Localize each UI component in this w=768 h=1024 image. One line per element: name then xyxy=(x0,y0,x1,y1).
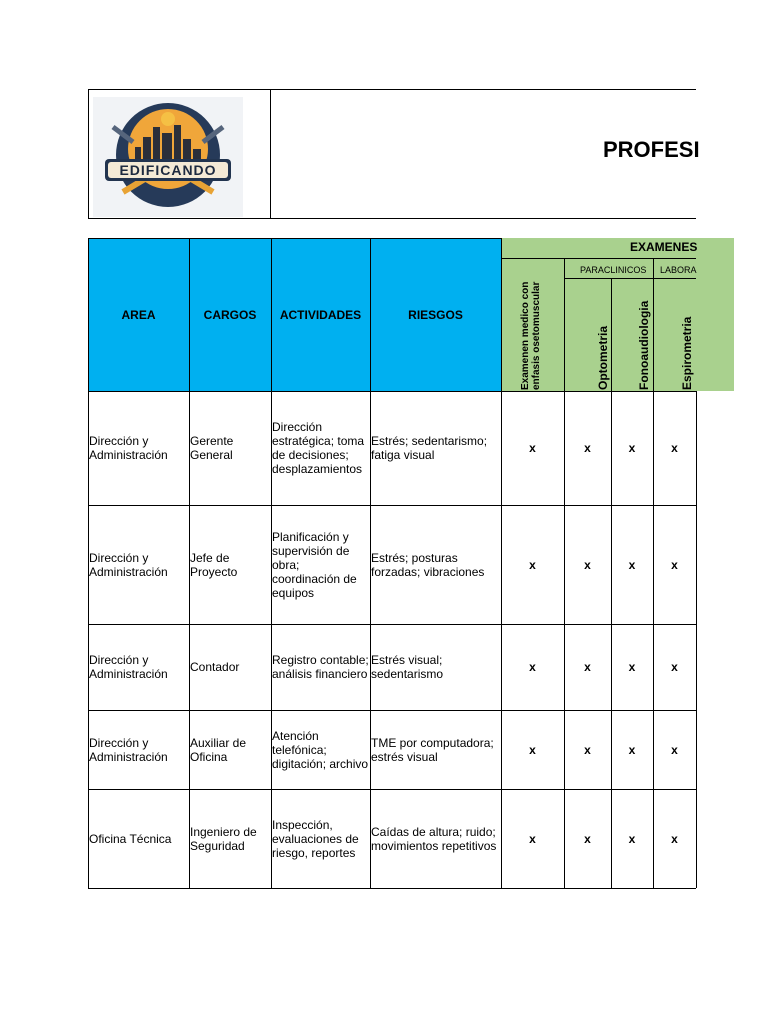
cell-cargo: Contador xyxy=(190,660,240,674)
exam-header-fonoaudiologia xyxy=(637,301,651,390)
cell-area: Dirección y Administración xyxy=(89,550,168,579)
cell-cargo: Gerente General xyxy=(190,434,234,462)
cell-cargo: Jefe de Proyecto xyxy=(190,550,238,579)
exam-header-fonoaudiologia-label: Fonoaudiologia xyxy=(637,300,651,390)
exam-mark: x xyxy=(671,557,678,572)
col-header-riesgos: RIESGOS xyxy=(408,307,463,322)
exam-mark: x xyxy=(529,441,536,455)
exam-header-espirometria-label: Espirometria xyxy=(680,316,694,390)
exam-header-espirometria xyxy=(680,317,694,390)
cell-riesgos: Estrés; posturas forzadas; vibraciones xyxy=(371,550,485,579)
col-header-cargos: CARGOS xyxy=(203,307,257,322)
group-header-examenes: EXAMENES xyxy=(630,240,698,254)
cell-riesgos: Estrés visual; sedentarismo xyxy=(371,653,444,681)
grid-line xyxy=(696,391,697,888)
grid-line xyxy=(564,258,565,888)
cell-actividades: Registro contable; análisis financiero xyxy=(272,653,369,681)
cell-cargo: Ingeniero de Seguridad xyxy=(190,824,257,853)
cell-area: Dirección y Administración xyxy=(89,653,168,681)
document-header xyxy=(88,89,700,219)
grid-line xyxy=(653,258,654,888)
grid-line xyxy=(370,238,371,888)
exam-mark: x xyxy=(628,557,636,572)
exam-mark: x xyxy=(671,742,678,757)
exam-mark: x xyxy=(529,557,536,572)
cell-actividades: Planificación y supervisión de obra; coordinación de equipos xyxy=(272,529,357,600)
exam-mark: x xyxy=(671,831,678,846)
cell-riesgos: Estrés; sedentarismo; fatiga visual xyxy=(371,434,488,462)
col-header-area: AREA xyxy=(121,307,156,322)
exam-header-optometria xyxy=(596,326,610,390)
exam-mark: x xyxy=(584,557,591,572)
exam-mark: x xyxy=(628,831,636,846)
exam-mark: x xyxy=(529,660,536,674)
grid-line xyxy=(88,391,696,392)
exam-mark: x xyxy=(671,441,678,455)
exam-mark: x xyxy=(584,660,591,674)
cell-riesgos: Caídas de altura; ruido; movimientos repetitivos xyxy=(371,824,497,853)
cell-actividades: Inspección, evaluaciones de riesgo, reportes xyxy=(272,817,359,860)
col-header-actividades: ACTIVIDADES xyxy=(279,307,362,322)
grid-line xyxy=(564,278,696,279)
grid-line xyxy=(271,238,272,888)
exam-mark: x xyxy=(529,831,536,846)
exam-mark: x xyxy=(584,441,591,455)
exam-mark: x xyxy=(628,660,636,674)
grid-line xyxy=(611,278,612,888)
grid-line xyxy=(189,238,190,888)
grid-line xyxy=(88,710,696,711)
grid-line xyxy=(88,238,501,239)
cell-actividades: Dirección estratégica; toma de decisiones; desplazamientos xyxy=(272,420,365,476)
company-logo xyxy=(93,97,243,217)
grid-line xyxy=(88,505,696,506)
cell-actividades: Atención telefónica; digitación; archivo xyxy=(272,728,369,771)
subgroup-paraclinicos: PARACLINICOS xyxy=(580,265,647,275)
subgroup-laboratorio: LABORA xyxy=(660,265,697,275)
logo-text: EDIFICANDO xyxy=(119,162,217,178)
exam-header-osteomuscular-label: Examenen medico con enfasis osetomuscular xyxy=(520,281,542,390)
exam-mark: x xyxy=(628,441,636,455)
grid-line xyxy=(88,888,696,889)
cell-area: Dirección y Administración xyxy=(89,735,168,764)
document-title: PROFESI xyxy=(603,137,700,162)
cell-area: Dirección y Administración xyxy=(89,434,168,462)
exam-mark: x xyxy=(628,742,636,757)
exam-header-osteomuscular xyxy=(520,280,542,390)
exam-mark: x xyxy=(671,660,678,674)
exam-header-optometria-label: Optometria xyxy=(596,325,610,390)
grid-line xyxy=(501,258,696,259)
cell-cargo: Auxiliar de Oficina xyxy=(190,735,247,764)
grid-line xyxy=(88,624,696,625)
cell-riesgos: TME por computadora; estrés visual xyxy=(371,735,494,764)
grid-line xyxy=(88,789,696,790)
grid-line xyxy=(501,238,502,888)
cell-area: Oficina Técnica xyxy=(89,831,172,846)
grid-line xyxy=(88,238,89,888)
exam-mark: x xyxy=(584,742,591,757)
exam-mark: x xyxy=(529,742,536,757)
exam-mark: x xyxy=(584,831,591,846)
